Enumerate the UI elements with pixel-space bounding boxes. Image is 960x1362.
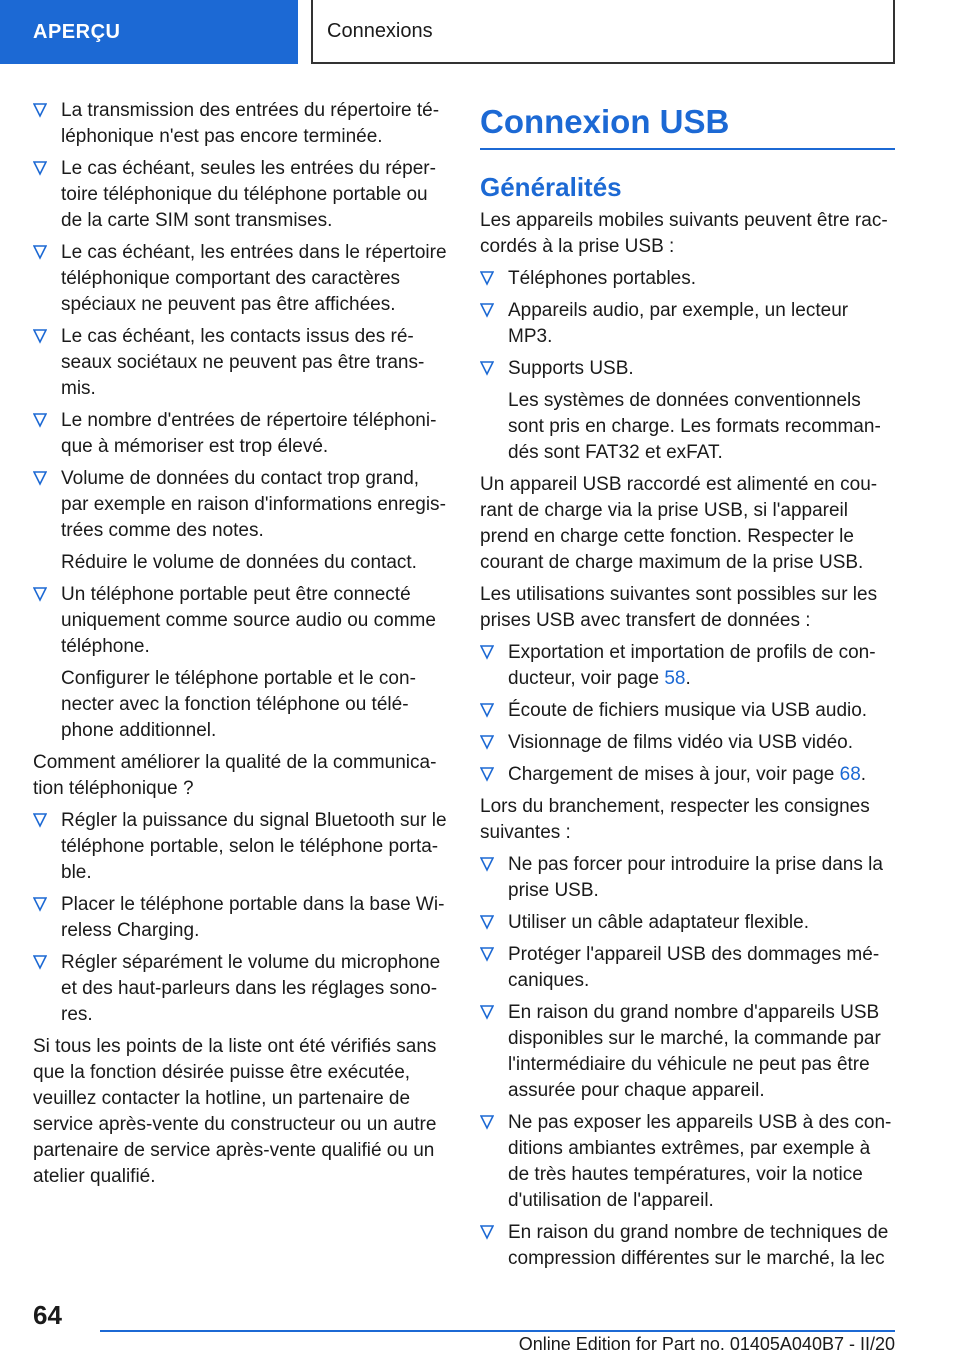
page-link[interactable]: 68 xyxy=(839,764,861,785)
left-column xyxy=(33,98,448,1196)
list-item xyxy=(480,852,895,904)
triangle-bullet-icon xyxy=(33,328,47,344)
list-item-text: En raison du grand nombre d'appareils USB disponibles sur le marché, la commande par l'intermédiaire du véhicule ne peut pas être assurée pour chaque appareil. xyxy=(508,1002,881,1101)
paragraph: Les appareils mobiles suivants peuvent être raccordés à la prise USB : xyxy=(480,210,888,257)
list-item-text: Le cas échéant, les entrées dans le répertoire téléphonique comportant des caractères spéciaux ne peuvent pas être affichées. xyxy=(61,242,447,315)
triangle-bullet-icon xyxy=(33,160,47,176)
paragraph: Les utilisations suivantes sont possibles sur les prises USB avec transfert de données : xyxy=(480,584,878,631)
list-item-text: Téléphones portables. xyxy=(508,268,697,289)
triangle-bullet-icon xyxy=(33,812,47,828)
triangle-bullet-icon xyxy=(33,244,47,260)
list-item xyxy=(480,1000,895,1104)
list-item xyxy=(480,942,895,994)
list-item-text: Protéger l'appareil USB des dommages mécaniques. xyxy=(508,944,880,991)
triangle-bullet-icon xyxy=(33,896,47,912)
paragraph: Lors du branchement, respecter les consignes suivantes : xyxy=(480,796,870,843)
page-number: 64 xyxy=(33,1300,62,1330)
list-item xyxy=(480,640,895,692)
list-item xyxy=(33,408,448,460)
right-column xyxy=(480,102,895,1278)
list-item xyxy=(480,356,895,382)
list-item-text: Le cas échéant, les contacts issus des réseaux sociétaux ne peuvent pas être transmis. xyxy=(61,326,425,399)
chapter-label: Connexions xyxy=(327,19,433,42)
list-item-text: Visionnage de films vidéo via USB vidéo. xyxy=(508,732,854,753)
list-item-note: Les systèmes de données conventionnels sont pris en charge. Les formats recommandés sont FAT32 et exFAT. xyxy=(508,390,881,463)
triangle-bullet-icon xyxy=(480,1224,494,1240)
triangle-bullet-icon xyxy=(480,914,494,930)
list-item-period: . xyxy=(860,764,867,785)
list-item-text: Un téléphone portable peut être connecté uniquement comme source audio ou comme téléphone. xyxy=(61,584,436,657)
list-item xyxy=(480,730,895,756)
triangle-bullet-icon xyxy=(480,1004,494,1020)
list-item-period: . xyxy=(685,668,691,689)
triangle-bullet-icon xyxy=(480,702,494,718)
subsection-title: Généralités xyxy=(480,172,622,202)
triangle-bullet-icon xyxy=(480,766,494,782)
list-item-text: Utiliser un câble adaptateur flexible. xyxy=(508,912,810,933)
triangle-bullet-icon xyxy=(480,270,494,286)
triangle-bullet-icon xyxy=(33,102,47,118)
triangle-bullet-icon xyxy=(480,360,494,376)
triangle-bullet-icon xyxy=(480,644,494,660)
list-item xyxy=(33,324,448,402)
list-item-text: Exportation et importation de profils de conducteur, voir page xyxy=(508,642,876,689)
list-item-note: Réduire le volume de données du contact. xyxy=(61,552,417,573)
list-item-text: Le cas échéant, seules les entrées du répertoire téléphonique du téléphone portable ou de la carte SIM sont transmises. xyxy=(61,158,436,231)
list-item-text: Écoute de fichiers musique via USB audio. xyxy=(508,700,868,721)
triangle-bullet-icon xyxy=(33,470,47,486)
triangle-bullet-icon xyxy=(480,734,494,750)
list-item-text: Le nombre d'entrées de répertoire téléphonique à mémoriser est trop élevé. xyxy=(61,410,437,457)
section-label: APERÇU xyxy=(33,20,121,43)
list-item-text: Régler séparément le volume du microphone et des haut-parleurs dans les réglages sonores. xyxy=(61,952,441,1025)
triangle-bullet-icon xyxy=(480,946,494,962)
triangle-bullet-icon xyxy=(480,856,494,872)
list-item xyxy=(33,156,448,234)
list-item xyxy=(33,950,448,1028)
list-item xyxy=(480,298,895,350)
list-item-text: Placer le téléphone portable dans la base Wireless Charging. xyxy=(61,894,445,941)
triangle-bullet-icon xyxy=(33,586,47,602)
list-item xyxy=(33,466,448,544)
list-item xyxy=(480,698,895,724)
list-item xyxy=(33,892,448,944)
list-item xyxy=(33,98,448,150)
list-item-text: La transmission des entrées du répertoire téléphonique n'est pas encore terminée. xyxy=(61,100,440,147)
footer-edition: Online Edition for Part no. 01405A040B7 - II/20 xyxy=(518,1334,895,1354)
paragraph: Si tous les points de la liste ont été vérifiés sans que la fonction désirée puisse être exécutée, veuillez contacter la hotline, un partenaire de service après-vente du constructeur ou un autre partenaire de service après-vente qualifié ou un atelier qualifié. xyxy=(33,1036,437,1187)
list-item-text: Régler la puissance du signal Bluetooth sur le téléphone portable, selon le téléphone portable. xyxy=(61,810,447,883)
chapter-tab[interactable] xyxy=(311,0,895,64)
page-link[interactable]: 58 xyxy=(664,668,686,689)
list-item xyxy=(33,808,448,886)
list-item-note: Configurer le téléphone portable et le connecter avec la fonction téléphone ou téléphone additionnel. xyxy=(61,668,416,741)
footer-divider xyxy=(100,1330,895,1332)
list-item-text: Volume de données du contact trop grand, par exemple en raison d'informations enregistrées comme des notes. xyxy=(61,468,446,541)
list-item-text: Supports USB. xyxy=(508,358,634,379)
list-item xyxy=(33,240,448,318)
triangle-bullet-icon xyxy=(480,1114,494,1130)
list-item xyxy=(480,762,895,788)
paragraph: Un appareil USB raccordé est alimenté en courant de charge via la prise USB, si l'appareil prend en charge cette fonction. Respecter le courant de charge maximum de la prise USB. xyxy=(480,474,878,573)
list-item-text: En raison du grand nombre de techniques de compression différentes sur le marché, la lec xyxy=(508,1222,889,1269)
list-item-text: Chargement de mises à jour, voir page xyxy=(508,764,840,785)
list-item-text: Ne pas forcer pour introduire la prise dans la prise USB. xyxy=(508,854,883,901)
list-item xyxy=(33,582,448,660)
section-tab[interactable] xyxy=(0,0,298,64)
section-title: Connexion USB xyxy=(480,102,895,150)
list-item xyxy=(480,1220,895,1272)
triangle-bullet-icon xyxy=(480,302,494,318)
triangle-bullet-icon xyxy=(33,412,47,428)
paragraph: Comment améliorer la qualité de la communication téléphonique ? xyxy=(33,752,437,799)
triangle-bullet-icon xyxy=(33,954,47,970)
list-item xyxy=(480,266,895,292)
list-item-text: Ne pas exposer les appareils USB à des conditions ambiantes extrêmes, par exemple à de très hautes températures, voir la notice d'utilisation de l'appareil. xyxy=(508,1112,892,1211)
list-item-text: Appareils audio, par exemple, un lecteur MP3. xyxy=(508,300,849,347)
list-item xyxy=(480,1110,895,1214)
list-item xyxy=(480,910,895,936)
